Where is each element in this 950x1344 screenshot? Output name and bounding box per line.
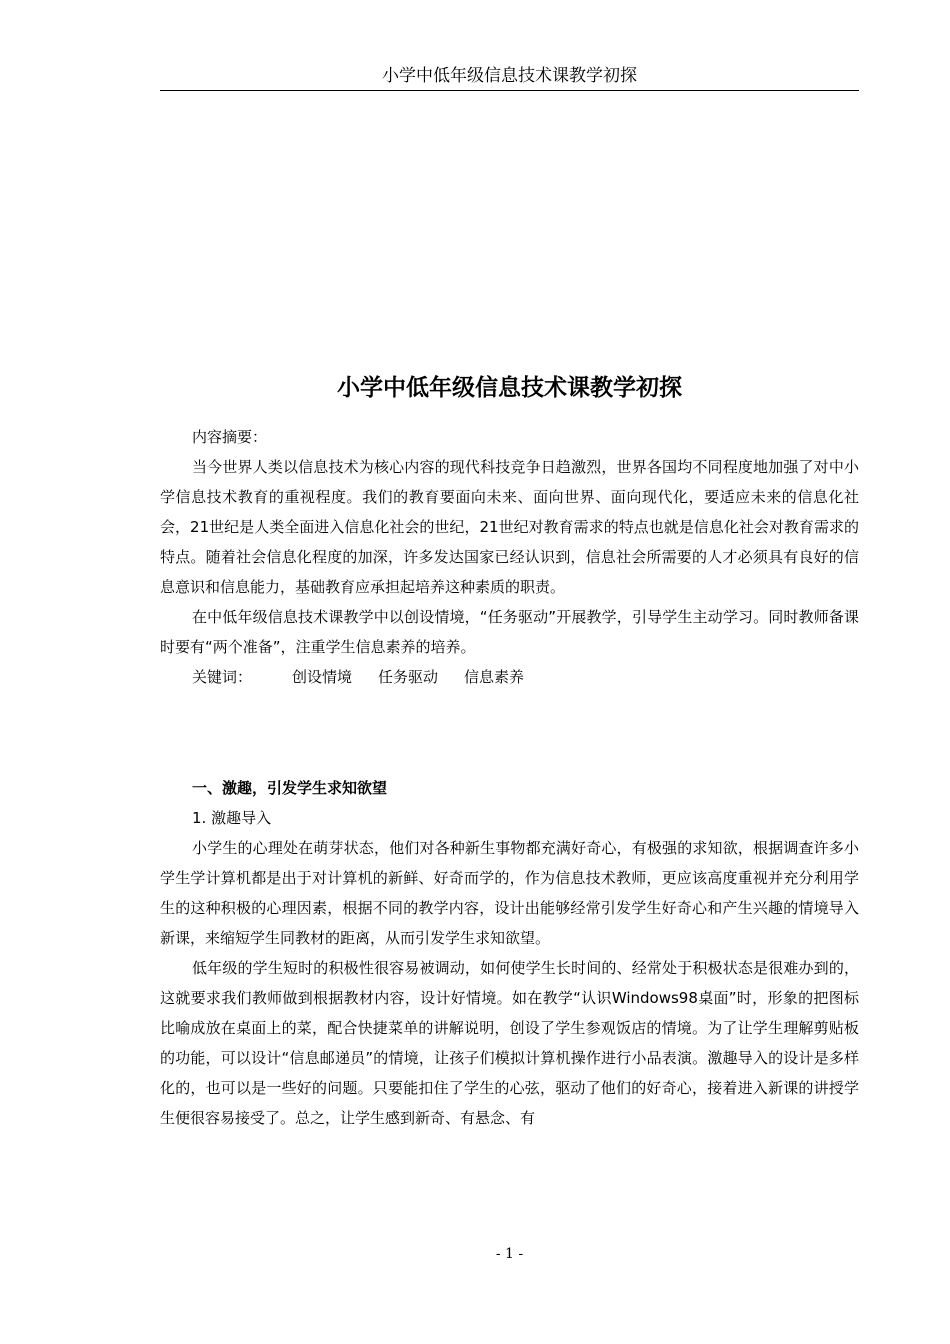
subsection-heading: 1. 激趣导入 [192, 809, 272, 827]
keyword-2: 任务驱动 [378, 668, 439, 686]
abstract-section [160, 422, 859, 692]
abstract-paragraph-1: 当今世界人类以信息技术为核心内容的现代科技竞争日趋激烈，世界各国均不同程度地加强了对中小学信息技术教育的重视程度。我们的教育要面向未来、面向世界、面向现代化，要适应未来的信息化社会，21世纪是人类全面进入信息化社会的世纪，21世纪对教育需求的特点也就是信息化社会对教育需求的特点。随着社会信息化程度的加深，许多发达国家已经认识到，信息社会所需要的人才必须具有良好的信息意识和信息能力，基础教育应承担起培养这种素质的职责。 [160, 458, 859, 596]
section-heading: 一、激趣，引发学生求知欲望 [192, 779, 388, 797]
running-header: 小学中低年级信息技术课教学初探 [160, 62, 859, 91]
keywords-label: 关键词： [192, 668, 253, 686]
keyword-3: 信息素养 [464, 668, 525, 686]
document-title: 小学中低年级信息技术课教学初探 [337, 375, 682, 401]
abstract-label: 内容摘要： [192, 428, 268, 446]
page-number: - 1 - [495, 1246, 524, 1262]
section-1 [160, 773, 859, 1133]
keyword-1: 创设情境 [292, 668, 353, 686]
keywords-line [160, 662, 859, 692]
body-paragraph-1: 小学生的心理处在萌芽状态，他们对各种新生事物都充满好奇心，有极强的求知欲，根据调查许多小学生学计算机都是出于对计算机的新鲜、好奇而学的，作为信息技术教师，更应该高度重视并充分利用学生的这种积极的心理因素，根据不同的教学内容，设计出能够经常引发学生好奇心和产生兴趣的情境导入新课，来缩短学生同教材的距离，从而引发学生求知欲望。 [160, 839, 859, 947]
body-paragraph-2: 低年级的学生短时的积极性很容易被调动，如何使学生长时间的、经常处于积极状态是很难办到的，这就要求我们教师做到根据教材内容，设计好情境。如在教学“认识Windows98桌面”时，形象的把图标比喻成放在桌面上的菜，配合快捷菜单的讲解说明，创设了学生参观饭店的情境。为了让学生理解剪贴板的功能，可以设计“信息邮递员”的情境，让孩子们模拟计算机操作进行小品表演。激趣导入的设计是多样化的，也可以是一些好的问题。只要能扣住了学生的心弦，驱动了他们的好奇心，接着进入新课的讲授学生便很容易接受了。总之，让学生感到新奇、有悬念、有 [160, 959, 859, 1127]
abstract-paragraph-2: 在中低年级信息技术课教学中以创设情境，“任务驱动”开展教学，引导学生主动学习。同时教师备课时要有“两个准备”，注重学生信息素养的培养。 [160, 608, 859, 656]
